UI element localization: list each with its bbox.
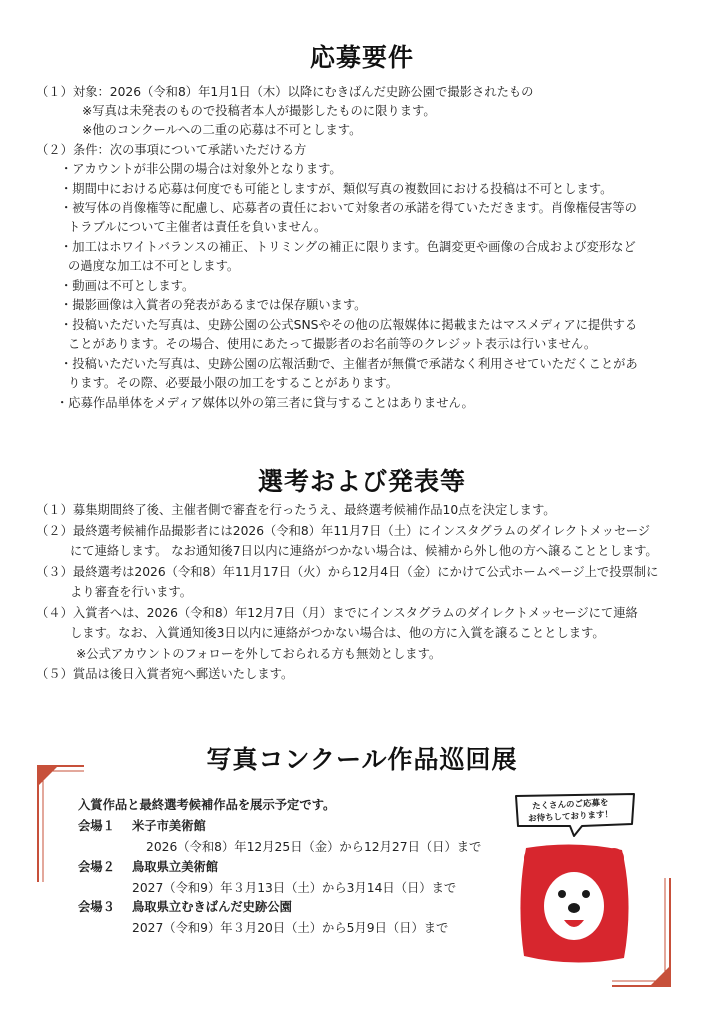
- list-item: ・投稿いただいた写真は、史跡公園の公式SNSやその他の広報媒体に掲載またはマスメディアに提供する: [60, 318, 638, 332]
- venue-name: 米子市美術館: [132, 819, 206, 833]
- venue-dates: 2027（令和9）年３月13日（土）から3月14日（日）まで: [132, 881, 457, 895]
- section-title-requirements: 応募要件: [309, 43, 414, 72]
- exhibition-intro: 入賞作品と最終選考候補作品を展示予定です。: [78, 798, 336, 812]
- mascot-face-icon: [514, 842, 634, 967]
- list-item: （３）最終選考は2026（令和8）年11月17日（火）から12月4日（金）にかけて公式ホームページ上で投票制に: [36, 565, 659, 579]
- list-item: （２）条件：次の事項について承諾いただける方: [36, 143, 307, 157]
- list-item: ・撮影画像は入賞者の発表があるまでは保存願います。: [60, 298, 367, 312]
- venue-label: 会場２: [78, 860, 115, 874]
- list-item: ことがあります。その場合、使用にあたって撮影者のお名前等のクレジット表示は行いません。: [68, 337, 597, 351]
- list-item: ・期間中における応募は何度でも可能としますが、類似写真の複数回における投稿は不可とします。: [60, 182, 613, 196]
- list-item: ※他のコンクールへの二重の応募は不可とします。: [82, 123, 362, 137]
- mascot-badge: [510, 790, 640, 980]
- venue-dates: 2027（令和9）年３月20日（土）から5月9日（日）まで: [132, 921, 449, 935]
- venue-name: 鳥取県立むきばんだ史跡公園: [132, 900, 292, 914]
- speech-line-1: たくさんのご応募を: [531, 798, 609, 812]
- list-item: の過度な加工は不可とします。: [68, 259, 240, 273]
- list-item: （１）募集期間終了後、主催者側で審査を行ったうえ、最終選考候補作品10点を決定します。: [36, 503, 556, 517]
- list-item: ・投稿いただいた写真は、史跡公園の広報活動で、主催者が無償で承諾なく利用させていただくことがあ: [60, 357, 638, 371]
- list-item: ります。その際、必要最小限の加工をすることがあります。: [68, 376, 399, 390]
- list-item: にて連絡します。 なお通知後7日以内に連絡がつかない場合は、候補から外し他の方へ譲ることとします。: [70, 544, 658, 558]
- list-item: トラブルについて主催者は責任を負いません。: [68, 220, 327, 234]
- list-item: します。なお、入賞通知後3日以内に連絡がつかない場合は、他の方に入賞を譲ることとします。: [70, 626, 605, 640]
- list-item: ・アカウントが非公開の場合は対象外となります。: [60, 162, 342, 176]
- list-item: ※公式アカウントのフォローを外しておられる方も無効とします。: [76, 647, 442, 661]
- list-item: ※写真は未発表のもので投稿者本人が撮影したものに限ります。: [82, 104, 436, 118]
- venue-dates: 2026（令和8）年12月25日（金）から12月27日（日）まで: [146, 840, 482, 854]
- list-item: （５）賞品は後日入賞者宛へ郵送いたします。: [36, 667, 294, 681]
- list-item: （２）最終選考候補作品撮影者には2026（令和8）年11月7日（土）にインスタグラムのダイレクトメッセージ: [36, 524, 651, 538]
- list-item: ・被写体の肖像権等に配慮し、応募者の責任において対象者の承諾を得ていただきます。肖像権侵害等の: [60, 201, 637, 215]
- section-title-selection: 選考および発表等: [257, 467, 466, 496]
- list-item: （１）対象：2026（令和8）年1月1日（木）以降にむきばんだ史跡公園で撮影されたもの: [36, 85, 534, 99]
- speech-line-2: お待ちしております！: [527, 809, 614, 825]
- list-item: ・応募作品単体をメディア媒体以外の第三者に貸与することはありません。: [56, 396, 474, 410]
- list-item: より審査を行います。: [70, 585, 192, 599]
- venue-label: 会場３: [78, 900, 115, 914]
- venue-label: 会場１: [78, 819, 115, 833]
- venue-name: 鳥取県立美術館: [132, 860, 219, 874]
- list-item: ・加工はホワイトバランスの補正、トリミングの補正に限ります。色調変更や画像の合成および変形など: [60, 240, 636, 254]
- section-title-exhibition: 写真コンクール作品巡回展: [206, 745, 518, 774]
- list-item: （４）入賞者へは、2026（令和8）年12月7日（月）までにインスタグラムのダイレクトメッセージにて連絡: [36, 606, 638, 620]
- list-item: ・動画は不可とします。: [60, 279, 195, 293]
